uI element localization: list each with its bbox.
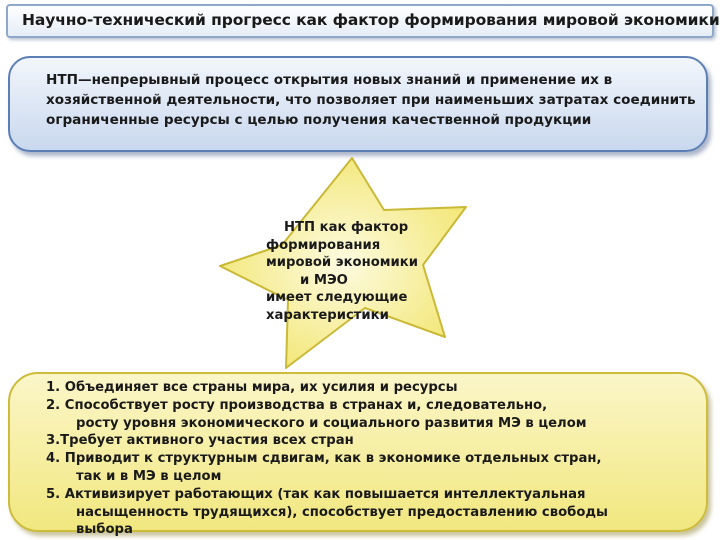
list-item: 1. Объединяет все страны мира, их усилия и ресурсы <box>46 380 458 395</box>
star-line: мировой экономики <box>266 255 418 271</box>
characteristics-list <box>46 379 696 539</box>
list-item: 4. Приводит к структурным сдвигам, как в экономике отдельных стран, <box>46 451 602 467</box>
title-bar <box>6 4 720 38</box>
definition-text: НТП—непрерывный процесс открытия новых знаний и применение их в хозяйственной деятельности, что позволяет при наименьших затратах соединить ограниченные ресурсы с целью получения качественной продукции <box>46 72 696 128</box>
definition-box <box>8 56 708 152</box>
list-item: 3.Требует активного участия всех стран <box>46 433 354 449</box>
star-shape <box>190 155 530 370</box>
star-line: характеристики <box>266 307 389 323</box>
list-item: 2. Способствует росту производства в странах и, следовательно, <box>46 397 548 413</box>
list-item-continuation: росту уровня экономического и социального развития МЭ в целом <box>76 415 587 431</box>
star-line: формирования <box>266 237 381 253</box>
star-text <box>266 219 466 325</box>
list-item-continuation: насыщенность трудящихся), способствует предоставлению свободы <box>76 504 608 520</box>
star-line: и МЭО <box>300 272 348 288</box>
list-item-continuation: так и в МЭ в целом <box>76 468 222 484</box>
page-title: Научно-технический прогресс как фактор формирования мировой экономики <box>22 11 720 29</box>
star-line: НТП как фактор <box>284 220 409 235</box>
characteristics-box <box>8 372 708 538</box>
star-line: имеет следующие <box>266 290 408 306</box>
list-item-continuation: выбора <box>76 522 133 538</box>
list-item: 5. Активизирует работающих (так как повышается интеллектуальная <box>46 486 586 502</box>
